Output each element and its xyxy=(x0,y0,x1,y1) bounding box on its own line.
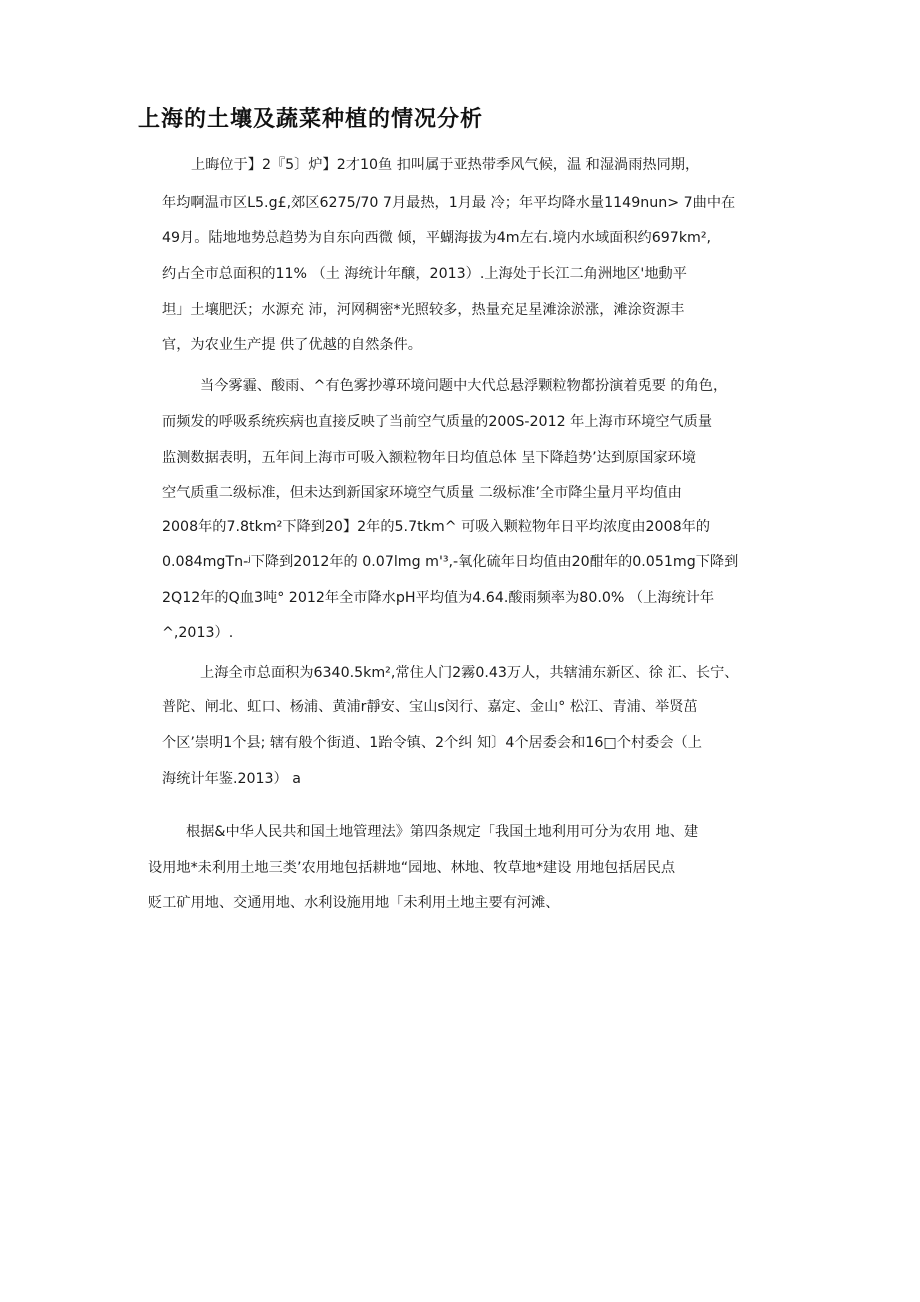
document-title: 上海的土壤及蔬菜种植的情况分析 xyxy=(138,107,484,132)
paragraph-1-line-4: 约占全市总面积的11% （土 海统计年醸，2013）.上海处于长江二角洲地区'地動平 xyxy=(162,266,687,282)
paragraph-2-line-6: 0.084mgTn-ʲ下降到2012年的 0.07lmg m'³,-氧化硫年日均值由20酣年的0.051mg下降到 xyxy=(162,554,739,570)
paragraph-3-line-3: 个区’崇明1个县; 辖有般个街逍、1跆令镇、2个纠 知〕4个居委会和16□个村委会（上 xyxy=(162,735,702,751)
paragraph-2-line-3: 监测数据表明，五年间上海市可吸入额粒物年日均值总体 呈下降趋势’达到原国家环境 xyxy=(162,450,696,466)
paragraph-1-line-5: 坦」土壤肥沃；水源充 沛，河网稠密*光照较多，热量充足星滩涂淤涨，滩涂资源丰 xyxy=(162,302,685,318)
paragraph-2-line-7: 2Q12年的Q血3吨° 2012年全市降水pH平均值为4.64.酸雨频率为80.0% （上海统计年 xyxy=(162,590,715,606)
paragraph-1-line-2: 年均啊温市区L5.g£,郊区6275/70 7月最热，1月最 冷；年平均降水量1149nun> 7曲中在 xyxy=(162,195,736,211)
paragraph-2-line-1: 当今雾霾、酸雨、^有色雾抄導环境问题中大代总悬浮颗粒物都扮演着兎要 的角色， xyxy=(200,378,728,394)
paragraph-3-line-1: 上海全市总面积为6340.5km²,常住人门2霧0.43万人，共辖浦东新区、徐 汇、长宁、 xyxy=(200,665,739,681)
paragraph-2-line-8: ^,2013）. xyxy=(162,625,234,641)
paragraph-3-line-2: 普陀、闸北、虹口、杨浦、黄浦r靜安、宝山s闵行、嘉定、金山° 松江、青浦、举贤茁 xyxy=(162,699,698,715)
paragraph-4-line-2: 设用地*未利用土地三类’农用地包括耕地“园地、林地、牧草地*建设 用地包括居民点 xyxy=(148,860,676,876)
paragraph-2-line-5: 2008年的7.8tkm²下降到20】2年的5.7tkm^ 可吸入颗粒物年日平均浓度由2008年的 xyxy=(162,519,711,535)
paragraph-1-line-6: 官，为农业生产提 供了优越的自然条件。 xyxy=(162,337,422,353)
paragraph-3-line-4: 海统计年鉴.2013） a xyxy=(162,771,301,787)
paragraph-4-line-1: 根据&中华人民共和国土地管理法》第四条规定「我国土地利用可分为农用 地、建 xyxy=(186,824,699,840)
paragraph-4-line-3: 贬工矿用地、交通用地、水利设施用地「未利用土地主要有河滩、 xyxy=(148,895,560,911)
paragraph-1-line-1: 上晦位于】2『5〕炉】2才10鱼 扣叫属于亚热带季风气候，温 和湿渦雨热同期， xyxy=(191,157,700,173)
paragraph-2-line-4: 空气质重二级标准，但未达到新国家环境空气质量 二级标准’全市降尘量月平均值由 xyxy=(162,485,682,501)
paragraph-1-line-3: 49月。陆地地势总趋势为自东向西微 倾，平蝴海拔为4m左右.境内水域面积约697km², xyxy=(162,230,712,246)
paragraph-2-line-2: 而频发的呼吸系统疾病也直接反映了当前空气质量的200S-2012 年上海市环境空气质量 xyxy=(162,414,713,430)
